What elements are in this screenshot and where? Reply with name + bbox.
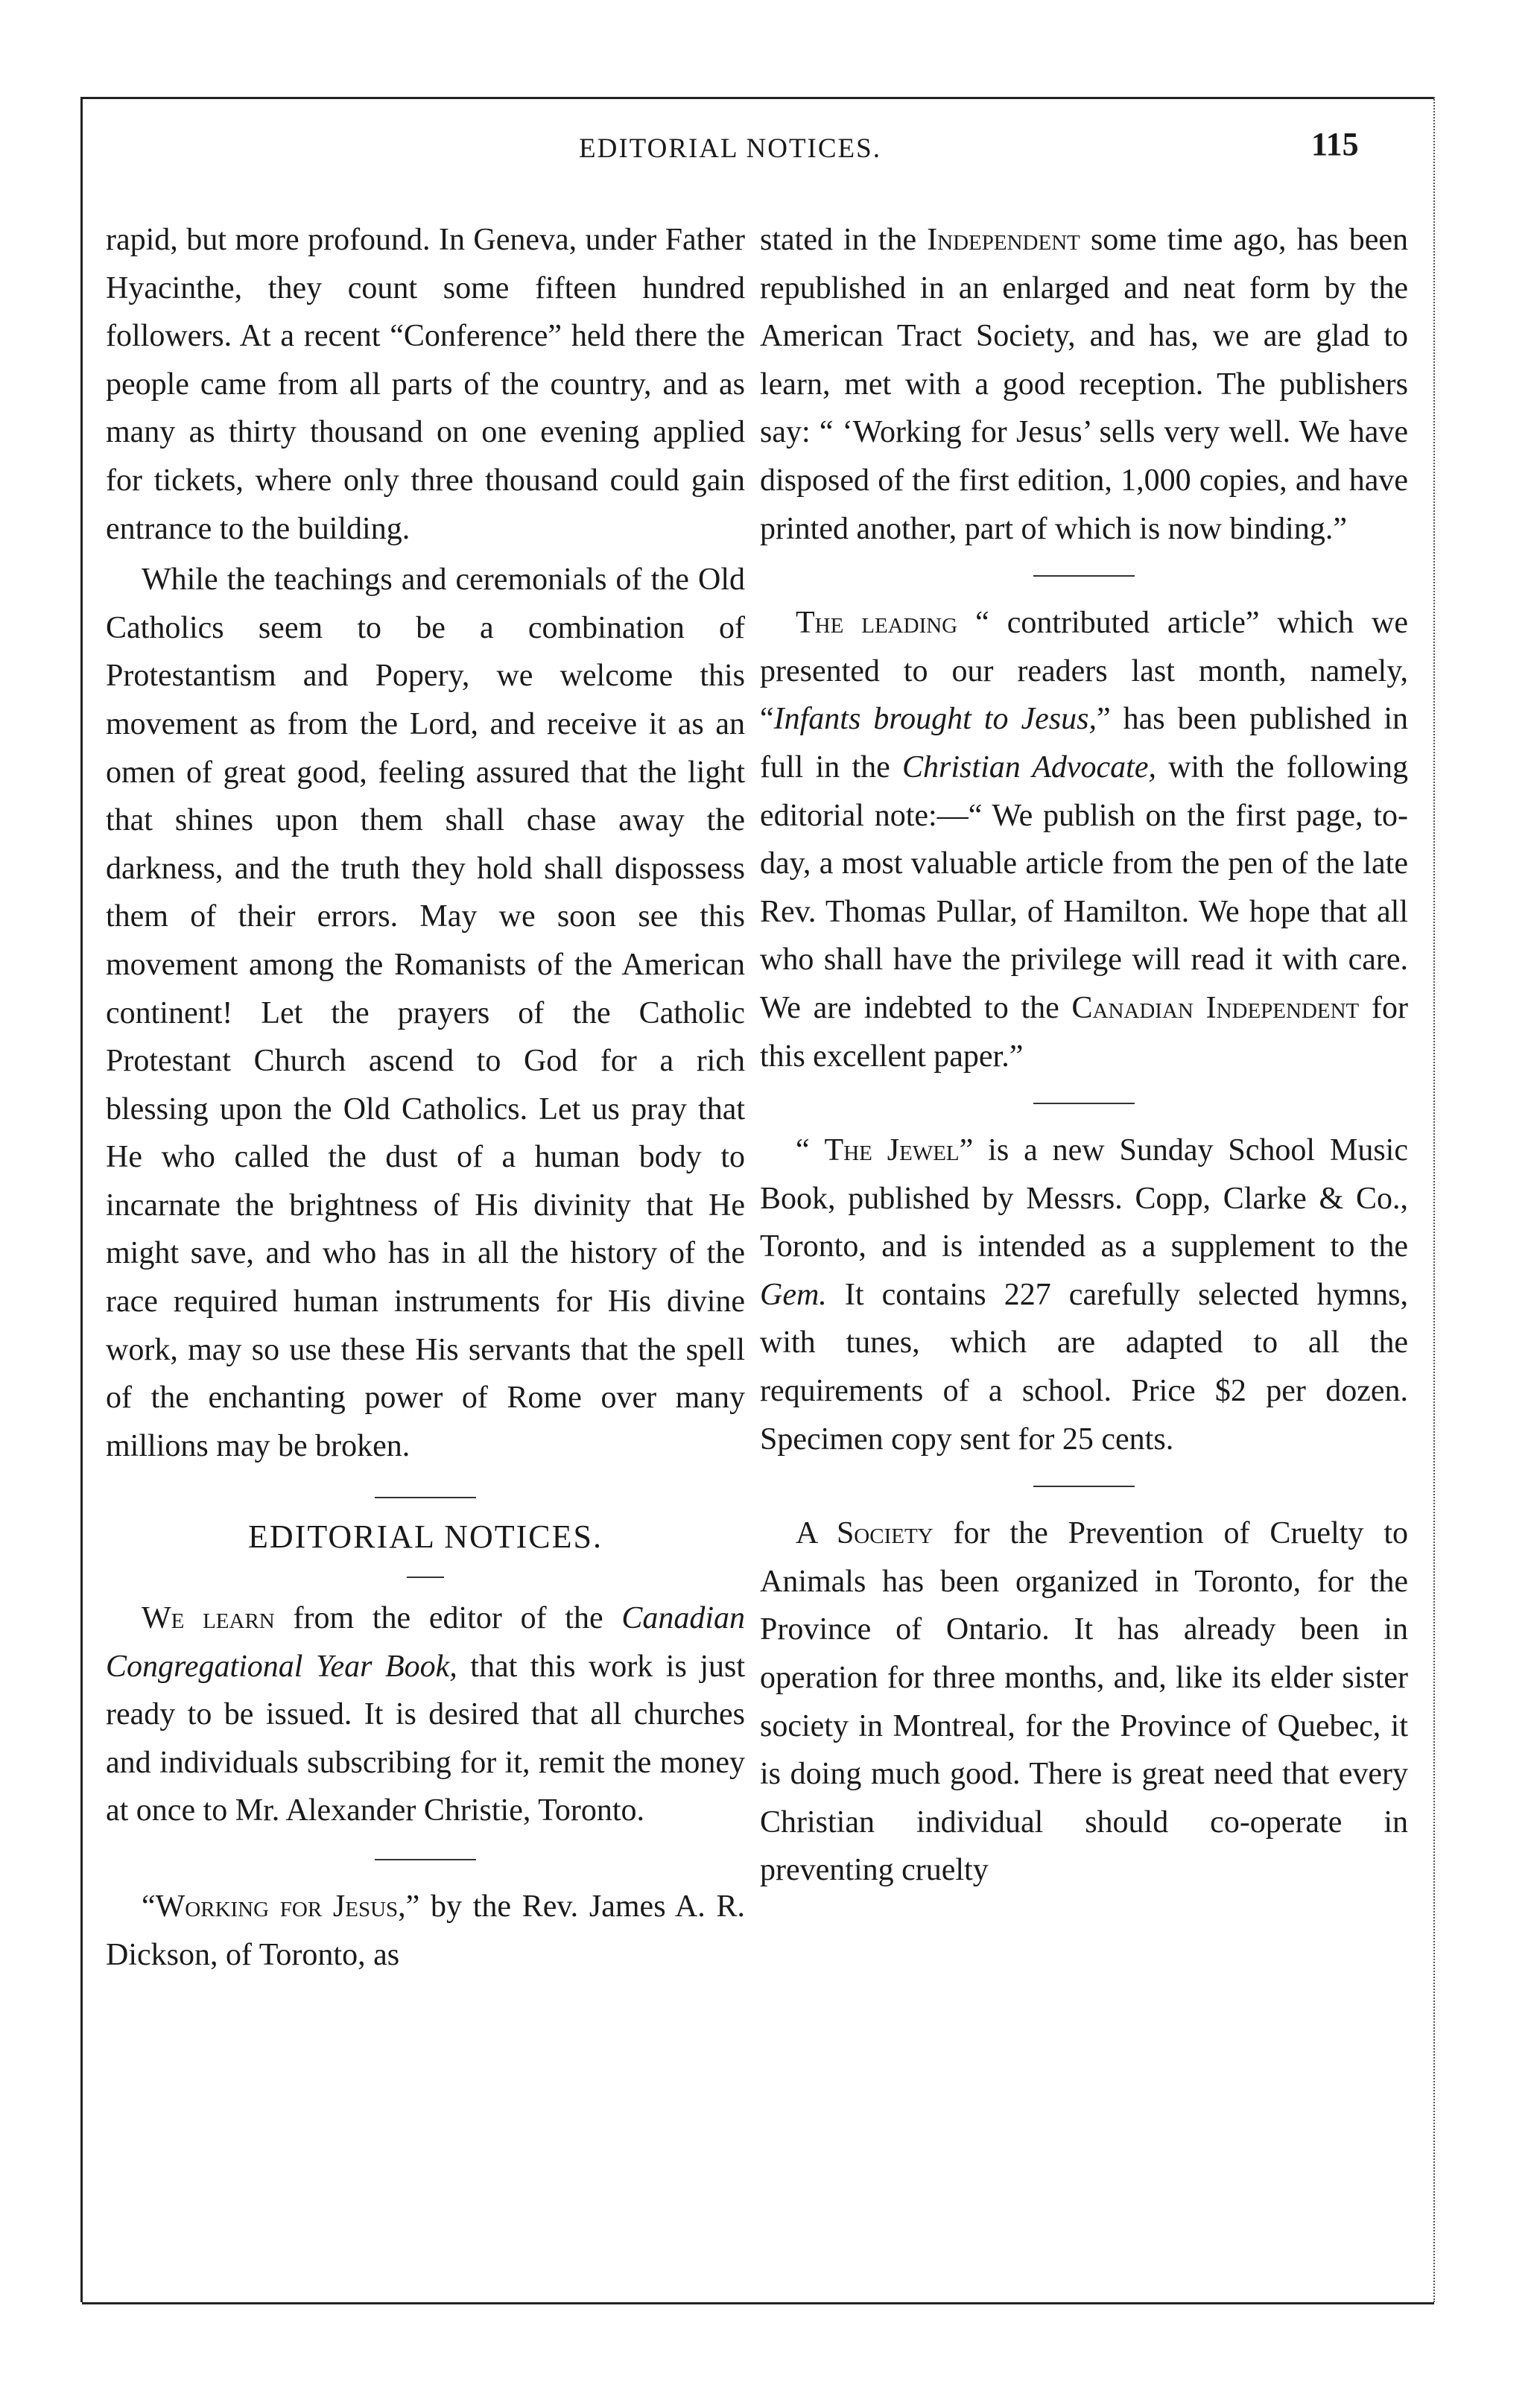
right-paragraph-1: stated in the Independent some time ago, has been republished in an enlarged and neat form by the American Tract Society, and has, we are glad to learn, met with a good reception. The publishers say: “ ‘Working for Jesus’ sells very well. We have disposed of the first edition, 1,000 copies, and have printed another, part of which is now binding.”	[760, 223, 1408, 546]
left-column	[106, 216, 745, 1979]
title-infants-brought: Infants brought to Jesus,	[773, 702, 1097, 737]
left-paragraph-1: rapid, but more profound. In Geneva, under Father Hyacinthe, they count some fifteen hundred followers. At a recent “Conference” held there the people came from all parts of the country, and as many as thirty thousand on one evening applied for tickets, where only three thousand could gain entrance to the building.	[106, 223, 745, 546]
publication-independent: Independent	[927, 223, 1080, 257]
right-border-rule	[1433, 97, 1435, 2302]
top-border-rule	[82, 97, 1434, 99]
lead-in-working-for-jesus: Working for Jesus,	[155, 1889, 406, 1924]
right-paragraph-2: The leading “ contributed article” which we presented to our readers last month, namely, “Infants brought to Jesus,” has been published in full in the Christian Advocate, with the following editorial note:—“ We publish on the first page, to-day, a most valuable article from the pen of the late Rev. Thomas Pullar, of Hamilton. We hope that all who shall have the privilege will read it with care. We are indebted to the Canadian Independent for this excellent paper.”	[760, 606, 1409, 1074]
title-christian-advocate: Christian Advocate,	[902, 750, 1156, 785]
left-paragraph-2: While the teachings and ceremonials of the Old Catholics seem to be a combination of Protestantism and Popery, we welcome this movement as from the Lord, and receive it as an omen of great good, feeling assured that the light that shines upon them shall chase away the darkness, and the truth they hold shall dispossess them of their errors. May we soon see this movement among the Romanists of the American continent! Let the prayers of the Catholic Protestant Church ascend to God for a rich blessing upon the Old Catholics. Let us pray that He who called the dust of a human body to incarnate the brightness of His divinity that He might save, and who has in all the history of the race required human instruments for His divine work, may so use these His servants that the spell of the enchanting power of Rome over many millions may be broken.	[106, 563, 745, 1463]
lead-in-the-leading: The leading	[796, 606, 958, 641]
left-paragraph-3: We learn from the editor of the Canadian Congregational Year Book, that this work is just ready to be issued. It is desired that all churches and individuals subscribing for it, remit the money at once to Mr. Alexander Christie, Toronto.	[106, 1601, 746, 1828]
right-paragraph-4: A Society for the Prevention of Cruelty to Animals has been organized in Toronto, for the Province of Ontario. It has already been in operation for three months, and, like its elder sister society in Montreal, for the Province of Quebec, it is doing much good. There is great need that every Christian individual should co-operate in preventing cruelty	[760, 1516, 1408, 1888]
title-gem: Gem.	[760, 1277, 827, 1312]
left-border-rule	[80, 97, 83, 2302]
lead-in-we-learn: We learn	[142, 1601, 275, 1636]
left-paragraph-4: “Working for Jesus,” by the Rev. James A. R. Dickson, of Toronto, as	[106, 1889, 745, 1972]
lead-in-society: Society	[836, 1516, 934, 1551]
running-head: EDITORIAL NOTICES.	[579, 133, 881, 164]
title-year-book: Canadian Congregational Year Book,	[106, 1601, 746, 1684]
lead-in-the-jewel: The Jewel	[824, 1133, 960, 1168]
right-column	[760, 216, 1408, 1895]
publication-canadian-independent: Canadian Independent	[1071, 990, 1360, 1025]
page-number: 115	[1311, 126, 1359, 162]
section-heading: EDITORIAL NOTICES.	[248, 1518, 603, 1556]
bottom-border-rule	[82, 2302, 1434, 2304]
right-paragraph-3: “ The Jewel” is a new Sunday School Music Book, published by Messrs. Copp, Clarke & Co., Toronto, and is intended as a supplement to the Gem. It contains 227 carefully selected hymns, with tunes, which are adapted to all the requirements of a school. Price $2 per dozen. Specimen copy sent for 25 cents.	[760, 1133, 1408, 1457]
